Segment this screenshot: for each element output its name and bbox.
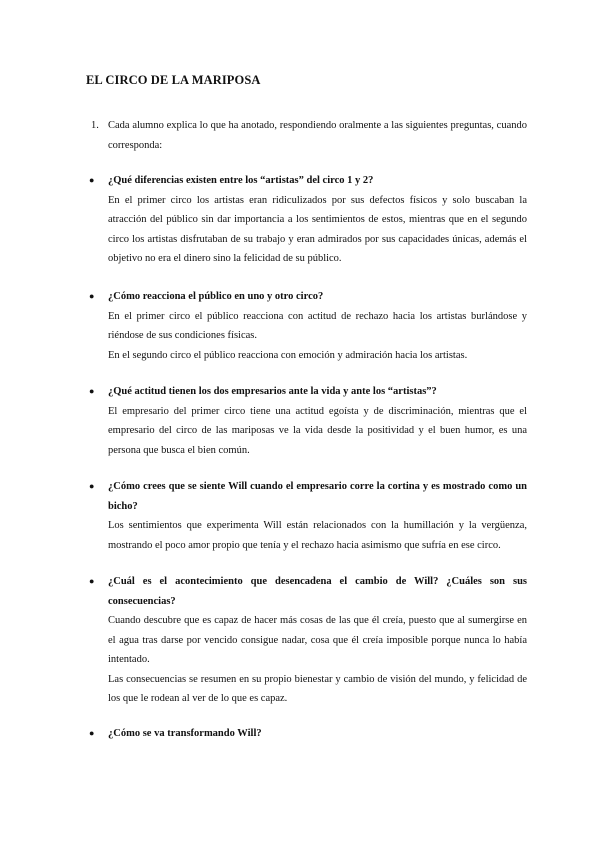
question-text: ¿Qué diferencias existen entre los “artistas” del circo 1 y 2? (108, 175, 374, 186)
question-block-3 (86, 382, 527, 460)
item-text: Cada alumno explica lo que ha anotado, respondiendo oralmente a las siguientes preguntas, cuando corresponda: (108, 120, 527, 151)
question-block-2 (86, 287, 527, 365)
answer-text (108, 191, 527, 269)
bullet-icon: ● (89, 175, 95, 185)
item-number: 1. (91, 120, 99, 131)
answer-paragraph: Cuando descubre que es capaz de hacer más cosas de las que él creía, puesto que al sumergirse en el agua tras darse por vencido consigue nadar, cosa que él creía imposible porque nunca lo había intentado. (108, 615, 527, 665)
bullet-icon: ● (89, 386, 95, 396)
answer-text (108, 402, 527, 461)
question-block-5 (86, 572, 527, 709)
answer-text (108, 307, 527, 366)
answer-paragraph: Los sentimientos que experimenta Will están relacionados con la humillación y la vergüenza, mostrando el poco amor propio que tenía y el rechazo hacia asimismo que sufría en ese circo. (108, 520, 527, 551)
question-text: ¿Qué actitud tienen los dos empresarios ante la vida y ante los “artistas”? (108, 386, 437, 397)
numbered-item-1 (91, 116, 527, 155)
bullet-icon: ● (89, 728, 95, 738)
answer-text (108, 611, 527, 709)
question-block-4 (86, 477, 527, 555)
question-text: ¿Cómo reacciona el público en uno y otro circo? (108, 291, 324, 302)
answer-paragraph: En el primer circo el público reacciona con actitud de rechazo hacia los artistas burlándose y riéndose de sus condiciones físicas. (108, 310, 527, 341)
answer-text (108, 516, 527, 555)
question-block-1 (86, 171, 527, 269)
answer-paragraph: En el segundo circo el público reacciona con emoción y admiración hacia los artistas. (108, 349, 468, 361)
bullet-icon: ● (89, 481, 95, 491)
question-text: ¿Cómo se va transformando Will? (108, 728, 262, 739)
bullet-icon: ● (89, 576, 95, 586)
question-text: ¿Cuál es el acontecimiento que desencadena el cambio de Will? ¿Cuáles son sus consecuencias? (108, 576, 527, 607)
answer-paragraph: Las consecuencias se resumen en su propio bienestar y cambio de visión del mundo, y felicidad de los que le rodean al ver de lo que es capaz. (108, 673, 527, 704)
bullet-icon: ● (89, 291, 95, 301)
answer-paragraph: El empresario del primer circo tiene una actitud egoísta y de discriminación, mientras que el empresario del circo de las mariposas ve la vida desde la positividad y el buen humor, es una persona que busca el bien común. (108, 405, 527, 456)
question-block-6 (86, 724, 527, 744)
document-title: EL CIRCO DE LA MARIPOSA (86, 73, 261, 87)
question-text: ¿Cómo crees que se siente Will cuando el empresario corre la cortina y es mostrado como un bicho? (108, 481, 527, 512)
answer-paragraph: En el primer circo los artistas eran ridiculizados por sus defectos físicos y solo buscaban la atracción del público sin dar importancia a los sentimientos de estos, mientras que en el segundo circo los artistas disfrutaban de su trabajo y eran admirados por sus capacidades únicas, además el objetivo no era el dinero sino la felicidad de su público. (108, 194, 527, 264)
